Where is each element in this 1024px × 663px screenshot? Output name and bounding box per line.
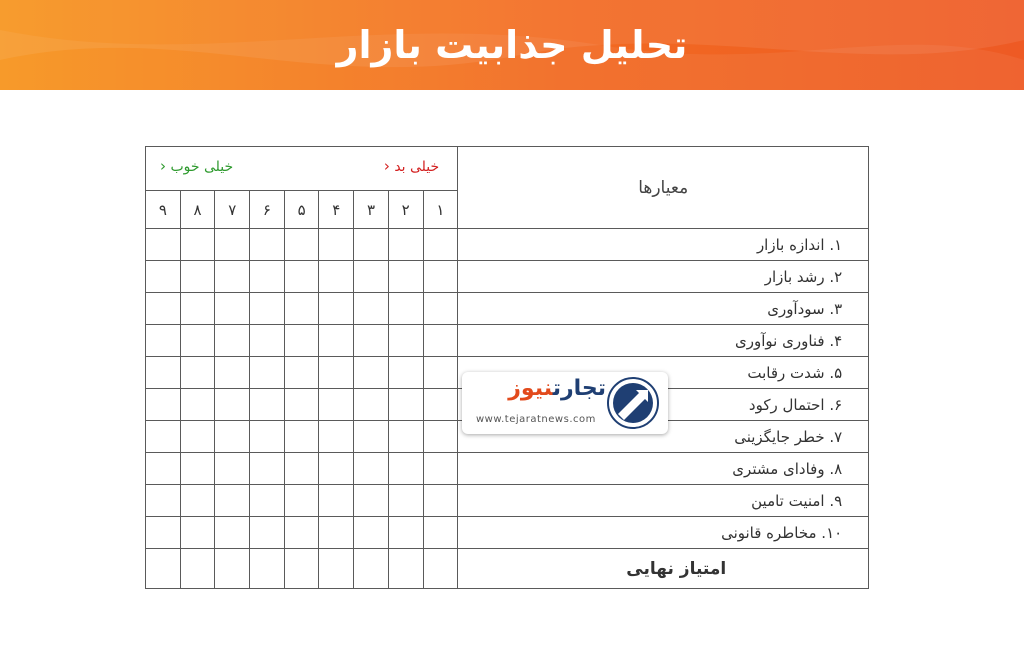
final-score-cell[interactable] [284,549,319,589]
score-cell[interactable] [284,325,319,357]
criterion-label: ۶. احتمال رکود [458,389,869,421]
score-cell[interactable] [319,517,354,549]
logo-badge-icon [606,376,660,430]
score-cell[interactable] [388,357,423,389]
score-cell[interactable] [180,293,215,325]
logo-name-part2: نیوز [508,376,553,401]
criterion-row [146,293,869,325]
score-cell[interactable] [354,261,389,293]
score-cell[interactable] [180,325,215,357]
score-cell[interactable] [215,421,250,453]
score-cell[interactable] [354,517,389,549]
score-cell[interactable] [284,357,319,389]
criterion-label: ۲. رشد بازار [458,261,869,293]
score-cell[interactable] [146,485,181,517]
score-cell[interactable] [284,485,319,517]
score-cell[interactable] [146,421,181,453]
score-cell[interactable] [388,293,423,325]
score-cell[interactable] [319,293,354,325]
score-cell[interactable] [423,293,458,325]
score-cell[interactable] [354,325,389,357]
score-cell[interactable] [250,325,285,357]
score-cell[interactable] [180,517,215,549]
page-header [0,0,1024,90]
score-cell[interactable] [319,421,354,453]
score-cell[interactable] [215,453,250,485]
scale-bad-label [384,157,439,175]
final-score-cell[interactable] [250,549,285,589]
score-cell[interactable] [319,485,354,517]
score-cell[interactable] [180,357,215,389]
scale-number: ۸ [180,191,215,229]
very-bad-text: خیلی بد [394,159,440,175]
criterion-label: ۴. فناوری نوآوری [458,325,869,357]
score-cell[interactable] [250,261,285,293]
score-cell[interactable] [146,517,181,549]
score-cell[interactable] [388,229,423,261]
score-cell[interactable] [354,389,389,421]
score-cell[interactable] [319,357,354,389]
score-cell[interactable] [215,389,250,421]
score-cell[interactable] [284,453,319,485]
criterion-label: ۹. امنیت تامین [458,485,869,517]
score-cell[interactable] [284,229,319,261]
score-cell[interactable] [250,229,285,261]
scale-number: ۱ [423,191,458,229]
logo-name-part1: تجارت [552,376,606,401]
scale-number: ۳ [354,191,389,229]
criterion-row [146,517,869,549]
criterion-label: ۱۰. مخاطره قانونی [458,517,869,549]
score-cell[interactable] [319,325,354,357]
scale-good-label [160,157,233,175]
final-score-cell[interactable] [215,549,250,589]
score-cell[interactable] [215,261,250,293]
score-cell[interactable] [215,293,250,325]
scale-header-row [146,147,869,191]
logo-url: www.tejaratnews.com [476,414,596,425]
score-cell[interactable] [354,357,389,389]
score-cell[interactable] [423,389,458,421]
very-good-text: خیلی خوب [170,159,234,175]
score-cell[interactable] [388,485,423,517]
criterion-label: ۷. خطر جایگزینی [458,421,869,453]
final-score-cell[interactable] [319,549,354,589]
score-cell[interactable] [388,453,423,485]
score-cell[interactable] [180,261,215,293]
score-cell[interactable] [146,357,181,389]
criterion-label: ۵. شدت رقابت [458,357,869,389]
score-cell[interactable] [423,229,458,261]
score-cell[interactable] [354,485,389,517]
score-cell[interactable] [146,389,181,421]
score-cell[interactable] [423,485,458,517]
score-cell[interactable] [250,517,285,549]
score-cell[interactable] [388,325,423,357]
score-cell[interactable] [215,325,250,357]
score-cell[interactable] [354,229,389,261]
score-cell[interactable] [146,293,181,325]
score-cell[interactable] [423,325,458,357]
criterion-label: ۳. سودآوری [458,293,869,325]
final-score-cell[interactable] [388,549,423,589]
score-cell[interactable] [388,517,423,549]
market-attractiveness-table [145,146,869,589]
score-cell[interactable] [423,261,458,293]
score-cell[interactable] [284,261,319,293]
score-cell[interactable] [180,389,215,421]
final-score-cell[interactable] [423,549,458,589]
final-score-cell[interactable] [146,549,181,589]
score-cell[interactable] [146,325,181,357]
score-cell[interactable] [215,229,250,261]
score-cell[interactable] [284,293,319,325]
score-cell[interactable] [250,357,285,389]
criteria-heading: معیارها [458,147,869,229]
chevron-left-icon: ‹ [160,157,166,175]
score-cell[interactable] [319,453,354,485]
final-score-cell[interactable] [354,549,389,589]
score-cell[interactable] [180,421,215,453]
criterion-row [146,325,869,357]
final-score-label: امتیاز نهایی [458,549,869,589]
criterion-label: ۱. اندازه بازار [458,229,869,261]
score-cell[interactable] [319,229,354,261]
score-cell[interactable] [388,421,423,453]
score-cell[interactable] [388,261,423,293]
scale-number: ۴ [319,191,354,229]
score-cell[interactable] [250,421,285,453]
score-cell[interactable] [423,357,458,389]
score-cell[interactable] [180,485,215,517]
logo-name [508,376,606,401]
score-cell[interactable] [284,421,319,453]
chevron-left-icon: ‹ [383,157,390,175]
score-cell[interactable] [284,389,319,421]
criterion-label: ۸. وفادای مشتری [458,453,869,485]
score-cell[interactable] [146,261,181,293]
score-cell[interactable] [423,453,458,485]
score-cell[interactable] [215,485,250,517]
final-score-row [146,549,869,589]
score-cell[interactable] [180,453,215,485]
scale-header [146,147,458,191]
score-cell[interactable] [250,389,285,421]
scale-number: ۵ [284,191,319,229]
score-cell[interactable] [284,517,319,549]
score-cell[interactable] [423,517,458,549]
score-cell[interactable] [423,421,458,453]
score-cell[interactable] [250,453,285,485]
score-cell[interactable] [319,261,354,293]
score-cell[interactable] [354,453,389,485]
scale-number: ۶ [250,191,285,229]
page-title: تحلیل جذابیت بازار [336,23,688,67]
score-cell[interactable] [146,453,181,485]
scale-number: ۷ [215,191,250,229]
score-cell[interactable] [180,229,215,261]
score-cell[interactable] [250,293,285,325]
criterion-row [146,453,869,485]
score-cell[interactable] [250,485,285,517]
score-cell[interactable] [215,517,250,549]
scale-number: ۹ [146,191,181,229]
score-cell[interactable] [388,389,423,421]
score-cell[interactable] [354,293,389,325]
scale-number: ۲ [388,191,423,229]
final-score-cell[interactable] [180,549,215,589]
criterion-row [146,485,869,517]
score-cell[interactable] [319,389,354,421]
tejarat-news-logo [462,372,668,434]
score-cell[interactable] [146,229,181,261]
criterion-row [146,261,869,293]
score-cell[interactable] [215,357,250,389]
score-cell[interactable] [354,421,389,453]
criterion-row [146,229,869,261]
